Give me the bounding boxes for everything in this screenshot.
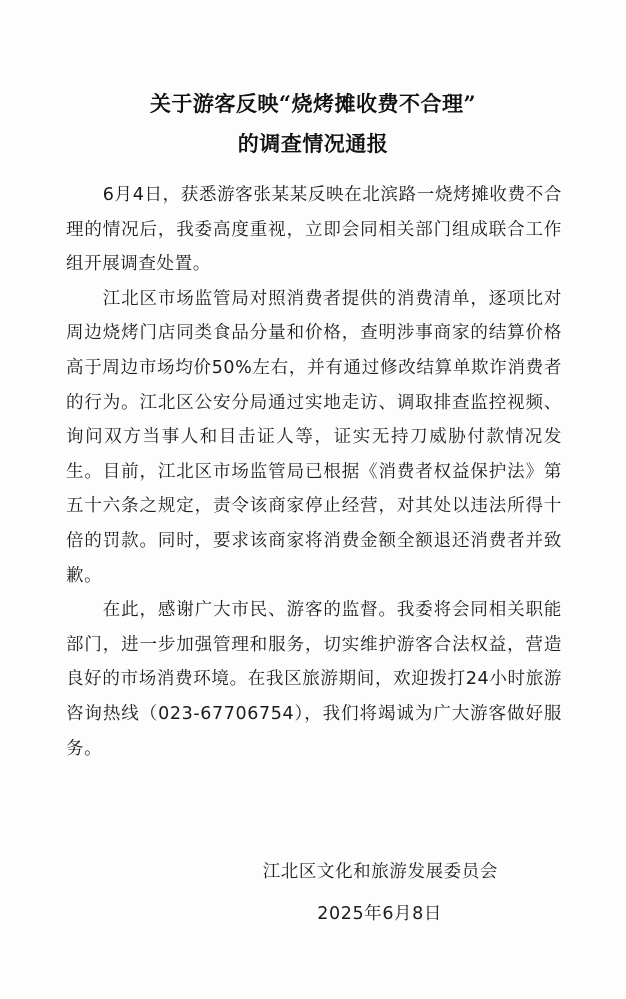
title-line-1: 关于游客反映“烧烤摊收费不合理”	[149, 91, 477, 116]
title-line-2: 的调查情况通报	[237, 131, 389, 156]
issue-date: 2025年6月8日	[317, 904, 442, 924]
issuer-name: 江北区文化和旅游发展委员会	[262, 862, 498, 882]
paragraph-3: 在此，感谢广大市民、游客的监督。我委将会同相关职能部门，进一步加强管理和服务，切实维护游客合法权益，营造良好的市场消费环境。在我区旅游期间，欢迎拨打24小时旅游咨询热线（023-67706754），我们将竭诚为广大游客做好服务。	[66, 600, 562, 759]
paragraph-2: 江北区市场监管局对照消费者提供的消费清单，逐项比对周边烧烤门店同类食品分量和价格，查明涉事商家的结算价格高于周边市场均价50%左右，并有通过修改结算单欺诈消费者的行为。江北区公安分局通过实地走访、调取排查监控视频、询问双方当事人和目击证人等，证实无持刀威胁付款情况发生。目前，江北区市场监管局已根据《消费者权益保护法》第五十六条之规定，责令该商家停止经营，对其处以违法所得十倍的罚款。同时，要求该商家将消费金额全额退还消费者并致歉。	[66, 288, 562, 586]
notice-body	[66, 178, 562, 766]
paragraph-1: 6月4日，获悉游客张某某反映在北滨路一烧烤摊收费不合理的情况后，我委高度重视，立即会同相关部门组成联合工作组开展调查处置。	[66, 185, 562, 275]
